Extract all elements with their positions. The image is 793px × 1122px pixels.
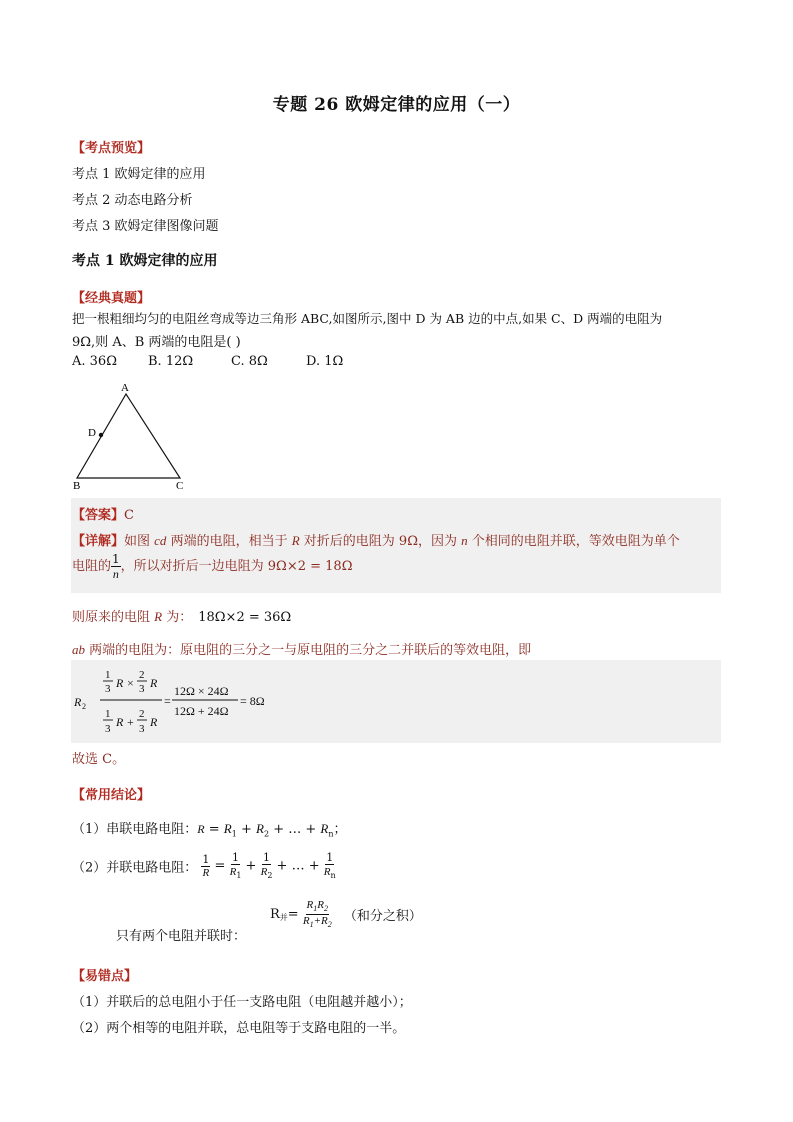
- svg-text:R: R: [150, 676, 158, 690]
- vertex-label-a: A: [121, 382, 129, 394]
- option-a: A. 36Ω: [72, 354, 117, 369]
- answer-label: 【答案】: [72, 508, 125, 523]
- option-c: C. 8Ω: [231, 354, 268, 369]
- svg-text:12Ω + 24Ω: 12Ω + 24Ω: [174, 704, 229, 718]
- svg-text:+: +: [127, 715, 134, 729]
- classic-label: 【经典真题】: [72, 291, 151, 306]
- two-parallel-label: 只有两个电阻并联时：: [116, 929, 247, 944]
- svg-text:3: 3: [139, 683, 145, 695]
- pitfall-item: （2）两个相等的电阻并联，总电阻等于支路电阻的一半。: [72, 1021, 406, 1036]
- conclusion-label: 【常用结论】: [72, 788, 151, 803]
- point-label-d: D: [88, 427, 96, 439]
- ab-resistance-line: ab 两端的电阻为：原电阻的三分之一与原电阻的三分之二并联后的等效电阻，即: [72, 642, 532, 658]
- series-formula-line: （1）串联电路电阻：$R = R_1 + R_2$ + … + $R_n$；: [72, 821, 347, 839]
- pitfall-label: 【易错点】: [72, 969, 138, 984]
- vertex-label-c: C: [176, 480, 184, 492]
- detail-line-2: 电阻的 $\frac{1}{n}$ ，所以对折后一边电阻为 9Ω×2 = 18Ω: [72, 552, 353, 581]
- svg-text:2: 2: [139, 708, 145, 720]
- svg-text:R: R: [150, 715, 158, 729]
- svg-text:R: R: [74, 695, 82, 709]
- question-line: 把一根粗细均匀的电阻丝弯成等边三角形 ABC,如图所示,图中 D 为 AB 边的中点,如果 C、D 两端的电阻为: [72, 311, 663, 326]
- svg-text:= 8Ω: = 8Ω: [240, 694, 265, 708]
- page-title: 专题 26 欧姆定律的应用（一）: [272, 95, 521, 115]
- vertex-label-b: B: [73, 480, 81, 492]
- midpoint-d: [99, 433, 103, 437]
- option-d: D. 1Ω: [306, 354, 344, 369]
- svg-text:3: 3: [105, 683, 111, 695]
- svg-text:3: 3: [139, 723, 145, 735]
- question-line: 9Ω,则 A、B 两端的电阻是( ): [72, 335, 241, 350]
- svg-text:3: 3: [105, 723, 111, 735]
- preview-item: 考点 2 动态电路分析: [72, 193, 193, 208]
- section-heading: 考点 1 欧姆定律的应用: [72, 253, 218, 269]
- answer-line: [72, 504, 134, 523]
- svg-text:1: 1: [105, 669, 111, 681]
- parallel-formula-line: （2）并联电路电阻： $\frac{1}{R}$ = $\frac{1}{R_1}$ + $\frac{1}{R_2}$ + … + $\frac{1}{R_n}$: [72, 851, 336, 881]
- preview-item: 考点 1 欧姆定律的应用: [72, 167, 206, 182]
- two-parallel-formula: $R_并=$ $\frac{R_1R_2}{R_1+R_2}$ （和分之积）: [270, 899, 422, 930]
- two-parallel-note: （和分之积）: [343, 909, 422, 925]
- big-fraction-equation: [72, 662, 332, 742]
- fraction-1-over-n: $\frac{1}{n}$: [112, 552, 120, 581]
- answer-value: C: [124, 508, 134, 523]
- pitfall-item: （1）并联后的总电阻小于任一支路电阻（电阻越并越小）；: [72, 995, 412, 1010]
- preview-label: 【考点预览】: [72, 141, 151, 156]
- triangle-figure: [70, 378, 200, 493]
- original-resistance-line: 则原来的电阻 R 为： 18Ω×2 = 36Ω: [72, 609, 292, 625]
- detail-label: 【详解】: [72, 534, 125, 549]
- svg-text:2: 2: [82, 702, 86, 711]
- choose-line: 故选 C。: [72, 752, 126, 767]
- svg-text:R: R: [116, 676, 124, 690]
- svg-text:2: 2: [139, 669, 145, 681]
- svg-text:=: =: [164, 694, 171, 708]
- svg-text:1: 1: [105, 708, 111, 720]
- preview-item: 考点 3 欧姆定律图像问题: [72, 219, 219, 234]
- svg-text:R: R: [116, 715, 124, 729]
- detail-line-1: 【详解】如图 cd 两端的电阻，相当于 R 对折后的电阻为 9Ω，因为 n 个相同的电阻并联，等效电阻为单个: [72, 533, 680, 549]
- option-b: B. 12Ω: [148, 354, 194, 369]
- svg-text:12Ω × 24Ω: 12Ω × 24Ω: [174, 684, 229, 698]
- svg-text:×: ×: [127, 676, 134, 690]
